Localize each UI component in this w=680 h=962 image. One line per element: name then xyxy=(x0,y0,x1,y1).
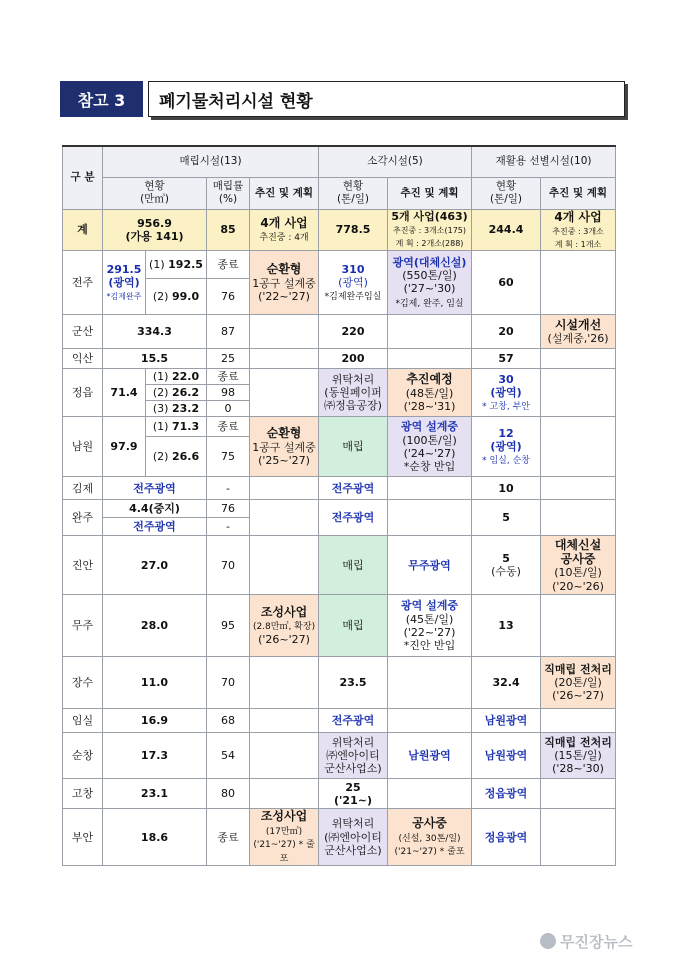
row-label: 정읍 xyxy=(63,369,103,417)
cell: 25 ('21~) xyxy=(319,779,388,809)
table-row xyxy=(63,349,616,369)
cell: 대체신설 공사중 (10톤/일) ('20~'26) xyxy=(541,536,616,595)
cell: 정읍광역 xyxy=(472,779,541,809)
table-row xyxy=(63,477,616,500)
cell: 전주광역 xyxy=(103,477,207,500)
cell: 매립 xyxy=(319,417,388,477)
row-label: 진안 xyxy=(63,536,103,595)
cell: 5 xyxy=(472,500,541,536)
cell: 직매립 전처리 (20톤/일) ('26~'27) xyxy=(541,657,616,709)
cell xyxy=(388,779,472,809)
cell: 종료 xyxy=(207,417,250,437)
table-row xyxy=(63,369,616,385)
cell: 70 xyxy=(207,536,250,595)
cell: 종료 xyxy=(207,251,250,279)
cell xyxy=(388,315,472,349)
table-row xyxy=(63,500,616,518)
cell xyxy=(541,500,616,536)
cell: 25 xyxy=(207,349,250,369)
table-row xyxy=(63,809,616,866)
cell: 80 xyxy=(207,779,250,809)
cell: (1) 71.3 xyxy=(146,417,207,437)
table-row xyxy=(63,417,616,437)
header-gubun: 구 분 xyxy=(63,146,103,209)
cell: 광역(대체신설) (550톤/일) ('27~'30) *김제, 완주, 임실 xyxy=(388,251,472,315)
cell: 전주광역 xyxy=(319,500,388,536)
facility-table xyxy=(62,145,616,866)
cell: 5개 사업(463) 추진중 : 3개소(175) 계 획 : 2개소(288) xyxy=(388,209,472,251)
cell: 57 xyxy=(472,349,541,369)
cell: 순환형 1공구 설계중 ('25~'27) xyxy=(250,417,319,477)
cell: 18.6 xyxy=(103,809,207,866)
cell: 남원광역 xyxy=(472,733,541,779)
cell: 15.5 xyxy=(103,349,207,369)
cell: 매립 xyxy=(319,595,388,657)
table-row xyxy=(63,315,616,349)
table-row xyxy=(63,733,616,779)
cell xyxy=(388,709,472,733)
cell xyxy=(250,657,319,709)
header-fill-rate: 매립률 (%) xyxy=(207,177,250,209)
header-recyc-current: 현황 (톤/일) xyxy=(472,177,541,209)
cell xyxy=(388,500,472,536)
cell: 직매립 전처리 (15톤/일) ('28~'30) xyxy=(541,733,616,779)
cell: 공사중 (신설, 30톤/일) ('21~'27) * 줄포 xyxy=(388,809,472,866)
cell: 0 xyxy=(207,401,250,417)
cell: 시설개선 (설계중,'26) xyxy=(541,315,616,349)
cell: (2) 26.2 xyxy=(146,385,207,401)
row-label: 순창 xyxy=(63,733,103,779)
cell: (3) 23.2 xyxy=(146,401,207,417)
cell: 12 (광역) * 임실, 순창 xyxy=(472,417,541,477)
table-row xyxy=(63,536,616,595)
cell: 70 xyxy=(207,657,250,709)
cell xyxy=(541,809,616,866)
cell: 23.1 xyxy=(103,779,207,809)
cell: 23.5 xyxy=(319,657,388,709)
cell: 4.4(중지) xyxy=(103,500,207,518)
cell: 4개 사업 추진중 : 4개 xyxy=(250,209,319,251)
header-landfill: 매립시설(13) xyxy=(103,146,319,177)
table-row xyxy=(63,709,616,733)
cell: 54 xyxy=(207,733,250,779)
cell: 76 xyxy=(207,500,250,518)
cell xyxy=(541,417,616,477)
table-row xyxy=(63,657,616,709)
header-landfill-plan: 추진 및 계획 xyxy=(250,177,319,209)
row-label: 남원 xyxy=(63,417,103,477)
cell: 5 (수동) xyxy=(472,536,541,595)
cell xyxy=(250,349,319,369)
cell: 위탁처리 (동원페이퍼 ㈜정읍공장) xyxy=(319,369,388,417)
cell: 87 xyxy=(207,315,250,349)
cell: 정읍광역 xyxy=(472,809,541,866)
cell xyxy=(541,779,616,809)
table-row xyxy=(63,779,616,809)
cell: 334.3 xyxy=(103,315,207,349)
cell: (1) 22.0 xyxy=(146,369,207,385)
cell: (2) 99.0 xyxy=(146,279,207,315)
cell: 광역 설계중 (45톤/일) ('22~'27) *진안 반입 xyxy=(388,595,472,657)
row-label: 김제 xyxy=(63,477,103,500)
cell: 98 xyxy=(207,385,250,401)
cell: 244.4 xyxy=(472,209,541,251)
cell xyxy=(250,709,319,733)
cell: 956.9 (가용 141) xyxy=(103,209,207,251)
section-header xyxy=(60,81,613,117)
cell: (2) 26.6 xyxy=(146,437,207,477)
row-label: 계 xyxy=(63,209,103,251)
cell: 200 xyxy=(319,349,388,369)
cell xyxy=(250,733,319,779)
watermark-text: 무진장뉴스 xyxy=(560,932,633,951)
row-label: 임실 xyxy=(63,709,103,733)
cell xyxy=(388,349,472,369)
cell xyxy=(388,477,472,500)
cell: 위탁처리 (㈜엔아이티 군산사업소) xyxy=(319,809,388,866)
cell: 75 xyxy=(207,437,250,477)
cell: 11.0 xyxy=(103,657,207,709)
cell xyxy=(250,369,319,417)
cell: 68 xyxy=(207,709,250,733)
row-label: 장수 xyxy=(63,657,103,709)
cell: 16.9 xyxy=(103,709,207,733)
cell: 13 xyxy=(472,595,541,657)
cell: 30 (광역) * 고창, 부안 xyxy=(472,369,541,417)
cell: 28.0 xyxy=(103,595,207,657)
table-row xyxy=(63,209,616,251)
cell: 광역 설계중 (100톤/일) ('24~'27) *순창 반입 xyxy=(388,417,472,477)
logo-icon xyxy=(540,933,556,949)
cell: 60 xyxy=(472,251,541,315)
cell xyxy=(541,477,616,500)
cell: 17.3 xyxy=(103,733,207,779)
table-row xyxy=(63,595,616,657)
cell xyxy=(250,477,319,500)
cell: 매립 xyxy=(319,536,388,595)
header-recyc-plan: 추진 및 계획 xyxy=(541,177,616,209)
cell: 220 xyxy=(319,315,388,349)
cell: 종료 xyxy=(207,369,250,385)
cell xyxy=(541,349,616,369)
row-label: 익산 xyxy=(63,349,103,369)
cell: 순환형 1공구 설계중 ('22~'27) xyxy=(250,251,319,315)
cell: 4개 사업 추진중 : 3개소 계 획 : 1개소 xyxy=(541,209,616,251)
cell: 전주광역 xyxy=(103,518,207,536)
cell: 추진예정 (48톤/일) ('28~'31) xyxy=(388,369,472,417)
cell: 위탁처리 ㈜엔아이티 군산사업소) xyxy=(319,733,388,779)
cell: 32.4 xyxy=(472,657,541,709)
cell: 20 xyxy=(472,315,541,349)
cell: 27.0 xyxy=(103,536,207,595)
header-incin-current: 현황 (톤/일) xyxy=(319,177,388,209)
header-incineration: 소각시설(5) xyxy=(319,146,472,177)
cell: 남원광역 xyxy=(472,709,541,733)
cell xyxy=(541,369,616,417)
header-landfill-current: 현황 (만㎥) xyxy=(103,177,207,209)
cell xyxy=(541,251,616,315)
cell xyxy=(388,657,472,709)
page-title: 폐기물처리시설 현황 xyxy=(148,81,625,117)
cell: 전주광역 xyxy=(319,709,388,733)
cell xyxy=(250,315,319,349)
cell: 무주광역 xyxy=(388,536,472,595)
cell xyxy=(250,500,319,536)
cell: 778.5 xyxy=(319,209,388,251)
cell: 10 xyxy=(472,477,541,500)
row-label: 완주 xyxy=(63,500,103,536)
cell: - xyxy=(207,518,250,536)
row-label: 무주 xyxy=(63,595,103,657)
table-row xyxy=(63,251,616,279)
cell: 76 xyxy=(207,279,250,315)
cell: 310 (광역) *김제완주임실 xyxy=(319,251,388,315)
cell: 95 xyxy=(207,595,250,657)
reference-badge: 참고 3 xyxy=(60,81,143,117)
cell: 85 xyxy=(207,209,250,251)
cell: 전주광역 xyxy=(319,477,388,500)
row-label: 부안 xyxy=(63,809,103,866)
cell xyxy=(250,536,319,595)
cell: 조성사업 (2.8만㎥, 확장) ('26~'27) xyxy=(250,595,319,657)
cell: 71.4 xyxy=(103,369,146,417)
cell: 남원광역 xyxy=(388,733,472,779)
cell: 조성사업 (17만㎥) ('21~'27) * 줄포 xyxy=(250,809,319,866)
cell: (1) 192.5 xyxy=(146,251,207,279)
cell xyxy=(250,779,319,809)
header-recycling: 재활용 선별시설(10) xyxy=(472,146,616,177)
cell: - xyxy=(207,477,250,500)
cell: 종료 xyxy=(207,809,250,866)
row-label: 고창 xyxy=(63,779,103,809)
header-incin-plan: 추진 및 계획 xyxy=(388,177,472,209)
row-label: 군산 xyxy=(63,315,103,349)
row-label: 전주 xyxy=(63,251,103,315)
cell xyxy=(541,595,616,657)
cell: 291.5 (광역) *김제완주 xyxy=(103,251,146,315)
cell: 97.9 xyxy=(103,417,146,477)
cell xyxy=(541,709,616,733)
watermark xyxy=(540,928,672,954)
